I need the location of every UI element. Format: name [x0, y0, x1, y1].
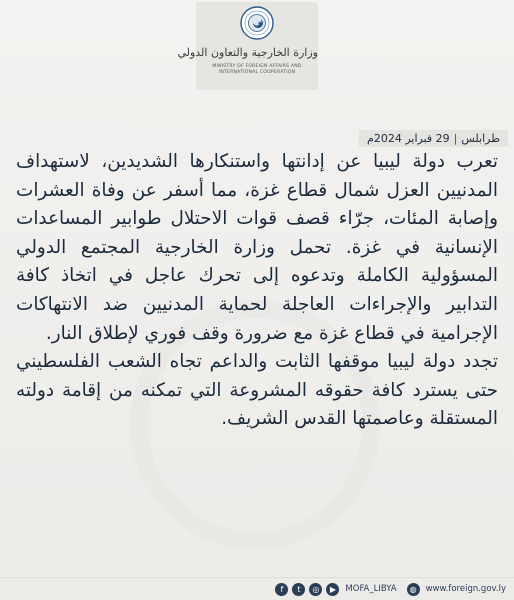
logo-english-text [196, 64, 318, 76]
dateline-city: طرابلس [461, 132, 500, 145]
statement-body [16, 148, 498, 434]
ministry-logo [177, 2, 318, 90]
dateline-separator: | [453, 132, 458, 145]
facebook-icon[interactable]: f [275, 583, 288, 596]
twitter-icon[interactable]: t [292, 583, 305, 596]
logo-english-line2: INTERNATIONAL COOPERATION [218, 70, 296, 75]
social-handle[interactable]: MOFA_LIBYA [345, 584, 397, 594]
dateline [359, 130, 508, 147]
statement-paragraph-2: تجدد دولة ليبيا موقفها الثابت والداعم تجاه الشعب الفلسطيني حتى يسترد كافة حقوقه المشروعة التي تمكنه من إقامة دولته المستقلة وعاصمتها القدس الشريف. [16, 351, 498, 430]
youtube-icon[interactable]: ▶ [326, 583, 339, 596]
logo-english-line1: MINISTRY OF FOREIGN AFFAIRS AND [212, 64, 302, 69]
seal-icon [240, 6, 274, 40]
dateline-date: 29 فبراير 2024م [367, 132, 450, 145]
statement-paragraph-1: تعرب دولة ليبيا عن إدانتها واستنكارها الشديدين، لاستهداف المدنيين العزل شمال قطاع غزة، مما أسفر عن وفاة العشرات وإصابة المئات، جرّاء قصف قوات الاحتلال طوابير المساعدات الإنسانية في غزة. تحمل وزارة الخارجية المجتمع الدولي المسؤولية الكاملة وتدعوه إلى تحرك عاجل في اتخاذ كافة التدابير والإجراءات العاجلة لحماية المدنيين ضد الانتهاكات الإجرامية في قطاع غزة مع ضرورة وقف فوري لإطلاق النار. [16, 151, 498, 344]
instagram-icon[interactable]: ◎ [309, 583, 322, 596]
globe-icon[interactable]: ◍ [407, 583, 420, 596]
website-link[interactable]: www.foreign.gov.ly [425, 584, 506, 594]
footer-bar [0, 577, 514, 600]
logo-arabic-text: وزارة الخارجية والتعاون الدولي [177, 46, 318, 59]
footer-contacts [275, 581, 506, 597]
